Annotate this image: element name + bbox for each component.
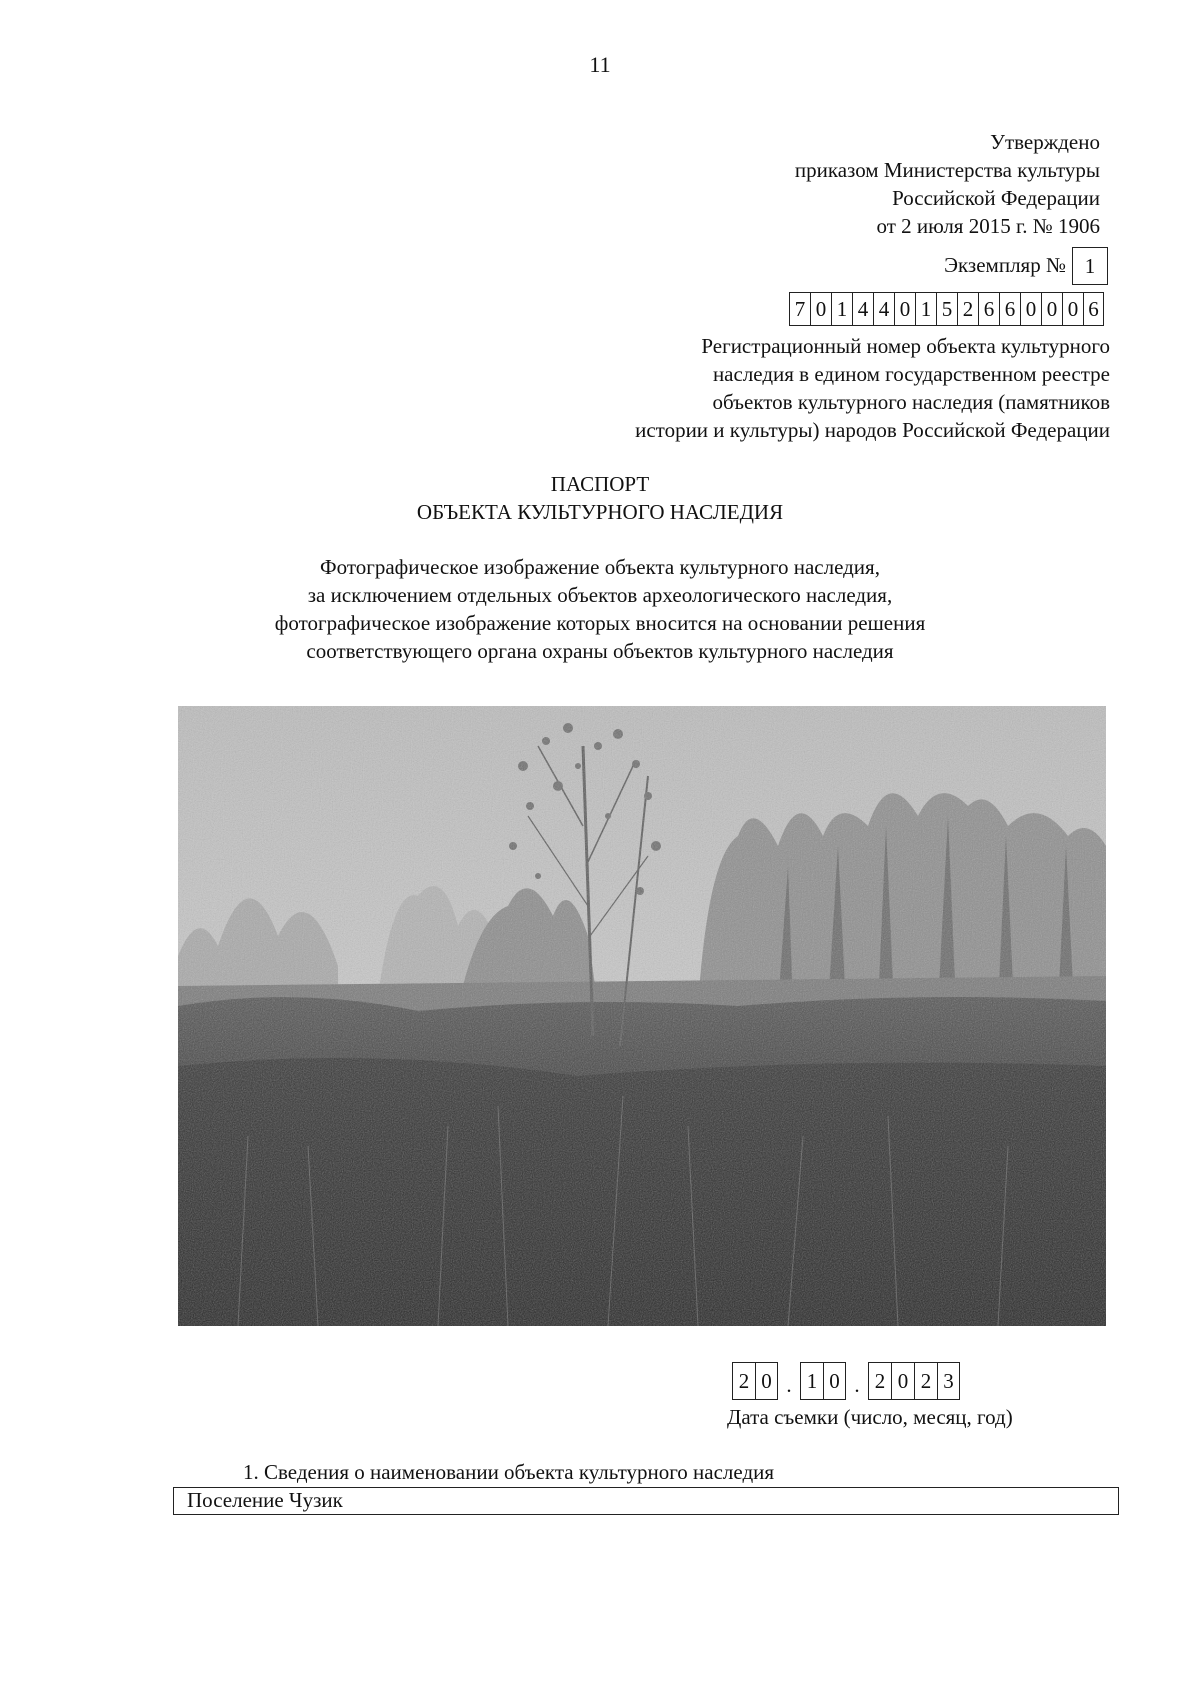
photo-caption-line: фотографическое изображение которых вносится на основании решения: [274, 611, 926, 635]
registration-digit: 4: [852, 292, 873, 326]
shoot-date-caption: Дата съемки (число, месяц, год): [727, 1405, 1013, 1429]
registration-digit: 6: [978, 292, 999, 326]
registration-caption-line: наследия в едином государственном реестре: [712, 362, 1110, 386]
registration-digit: 0: [1062, 292, 1083, 326]
date-day: [732, 1362, 778, 1400]
approval-line: Утверждено: [990, 130, 1100, 154]
copy-label: Экземпляр №: [944, 253, 1066, 277]
date-month: [800, 1362, 846, 1400]
registration-digit: 0: [1041, 292, 1062, 326]
registration-digit: 0: [1020, 292, 1041, 326]
approval-line: Российской Федерации: [892, 186, 1100, 210]
registration-digit: 2: [957, 292, 978, 326]
registration-digit: 0: [894, 292, 915, 326]
date-digit: 1: [800, 1362, 823, 1400]
date-separator: .: [786, 1373, 792, 1397]
section-1-heading: 1. Сведения о наименовании объекта культурного наследия: [243, 1460, 775, 1484]
heritage-object-name-field: Поселение Чузик: [173, 1487, 1119, 1515]
registration-digit: 7: [789, 292, 810, 326]
date-digit: 0: [823, 1362, 846, 1400]
approval-line: приказом Министерства культуры: [794, 158, 1100, 182]
registration-digit: 0: [810, 292, 831, 326]
landscape-photo-image: [178, 706, 1106, 1326]
registration-number: [789, 292, 1104, 326]
copy-number-row: [840, 247, 1110, 287]
date-digit: 0: [755, 1362, 778, 1400]
registration-digit: 6: [999, 292, 1020, 326]
date-year: [868, 1362, 960, 1400]
date-digit: 2: [732, 1362, 755, 1400]
registration-digit: 6: [1083, 292, 1104, 326]
title-line: ПАСПОРТ: [550, 472, 650, 496]
date-digit: 3: [937, 1362, 960, 1400]
date-digit: 2: [914, 1362, 937, 1400]
registration-caption: [500, 332, 1110, 444]
date-separator: .: [854, 1373, 860, 1397]
approval-line: от 2 июля 2015 г. № 1906: [876, 214, 1100, 238]
document-title: [0, 470, 1200, 526]
registration-caption-line: истории и культуры) народов Российской Федерации: [635, 418, 1110, 442]
registration-digit: 5: [936, 292, 957, 326]
page-number: 11: [589, 52, 611, 77]
shoot-date-field: [732, 1362, 960, 1400]
heritage-site-photo: [178, 706, 1106, 1326]
date-digit: 0: [891, 1362, 914, 1400]
registration-caption-line: объектов культурного наследия (памятников: [712, 390, 1110, 414]
registration-digit: 1: [915, 292, 936, 326]
registration-digit: 1: [831, 292, 852, 326]
date-digit: 2: [868, 1362, 891, 1400]
photo-caption-line: за исключением отдельных объектов археологического наследия,: [307, 583, 893, 607]
title-line: ОБЪЕКТА КУЛЬТУРНОГО НАСЛЕДИЯ: [416, 500, 784, 524]
photo-caption-line: соответствующего органа охраны объектов культурного наследия: [306, 639, 894, 663]
registration-digit: 4: [873, 292, 894, 326]
copy-number-box: 1: [1072, 247, 1108, 285]
photo-caption-line: Фотографическое изображение объекта культурного наследия,: [320, 555, 880, 579]
photo-caption: [0, 553, 1200, 665]
approval-block: [560, 128, 1100, 240]
registration-caption-line: Регистрационный номер объекта культурного: [701, 334, 1110, 358]
